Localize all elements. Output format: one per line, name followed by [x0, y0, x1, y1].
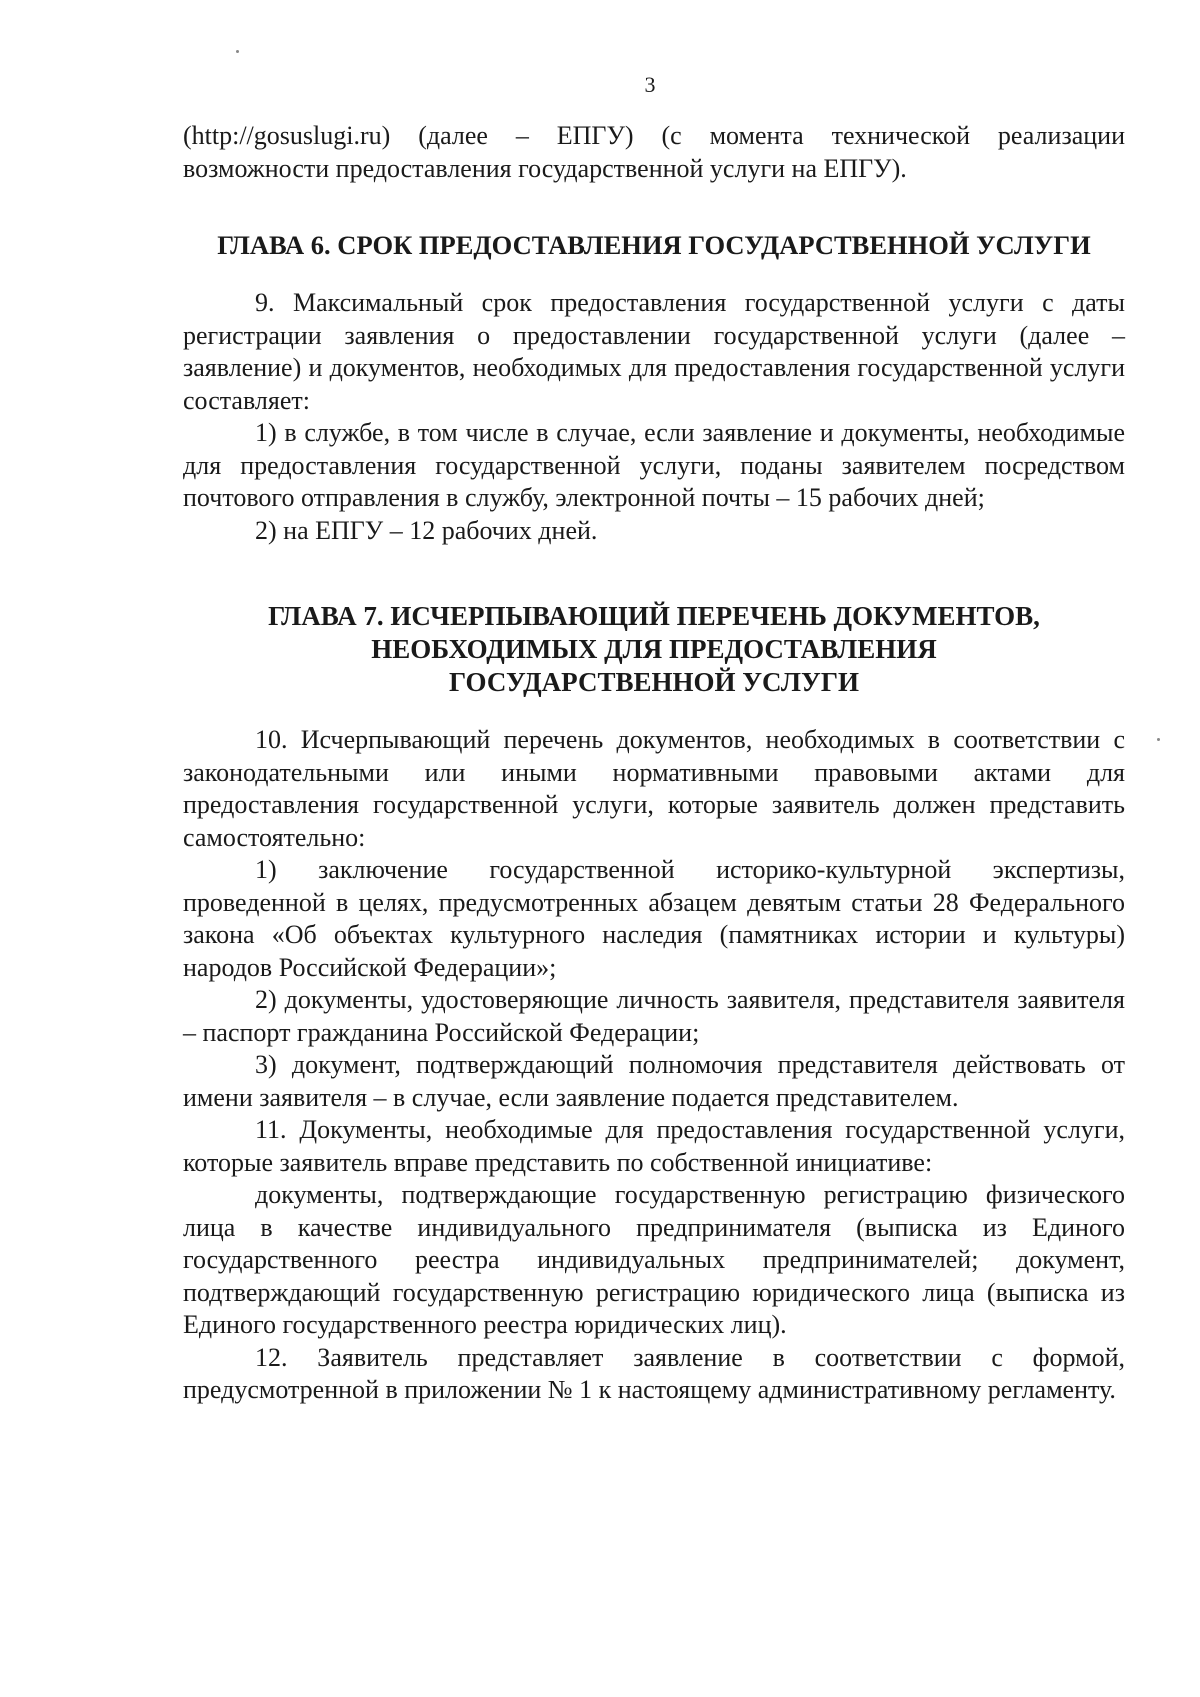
page-number: 3	[644, 72, 656, 97]
scan-speck	[1157, 738, 1160, 741]
paragraph-10-item-2: 2) документы, удостоверяющие личность заявителя, представителя заявителя – паспорт гражданина Российской Федерации;	[183, 985, 1125, 1047]
chapter-7-title-line: ГЛАВА 7. ИСЧЕРПЫВАЮЩИЙ ПЕРЕЧЕНЬ ДОКУМЕНТОВ,	[268, 601, 1040, 631]
paragraph-12: 12. Заявитель представляет заявление в соответствии с формой, предусмотренной в приложении № 1 к настоящему административному регламенту.	[183, 1342, 1125, 1404]
paragraph-10-item-1: 1) заключение государственной историко-культурной экспертизы, проведенной в целях, предусмотренных абзацем девятым статьи 28 Федерального закона «Об объектах культурного наследия (памятниках истории и культуры) народов Российской Федерации»;	[183, 855, 1125, 982]
paragraph-10: 10. Исчерпывающий перечень документов, необходимых в соответствии с законодательными или иными нормативными правовыми актами для предоставления государственной услуги, которые заявитель должен представить самостоятельно:	[183, 725, 1125, 852]
paragraph-9-item-1: 1) в службе, в том числе в случае, если заявление и документы, необходимые для предоставления государственной услуги, поданы заявителем посредством почтового отправления в службу, электронной почты – 15 рабочих дней;	[183, 418, 1125, 512]
paragraph-10-item-3: 3) документ, подтверждающий полномочия представителя действовать от имени заявителя – в случае, если заявление подается представителем.	[183, 1050, 1125, 1112]
scan-speck	[236, 50, 239, 53]
intro-paragraph: (http://gosuslugi.ru) (далее – ЕПГУ) (с момента технической реализации возможности предоставления государственной услуги на ЕПГУ).	[183, 121, 1125, 183]
chapter-7-title	[183, 600, 1125, 699]
paragraph-9-item-2: 2) на ЕПГУ – 12 рабочих дней.	[255, 515, 598, 545]
chapter-6-title: ГЛАВА 6. СРОК ПРЕДОСТАВЛЕНИЯ ГОСУДАРСТВЕННОЙ УСЛУГИ	[217, 230, 1091, 260]
paragraph-11: 11. Документы, необходимые для предоставления государственной услуги, которые заявитель вправе представить по собственной инициативе:	[183, 1115, 1125, 1177]
chapter-7-title-line: ГОСУДАРСТВЕННОЙ УСЛУГИ	[449, 667, 859, 697]
paragraph-9: 9. Максимальный срок предоставления государственной услуги с даты регистрации заявления о предоставлении государственной услуги (далее – заявление) и документов, необходимых для предоставления государственной услуги составляет:	[183, 288, 1125, 415]
paragraph-11-documents: документы, подтверждающие государственную регистрацию физического лица в качестве индивидуального предпринимателя (выписка из Единого государственного реестра индивидуальных предпринимателей; документ, подтверждающий государственную регистрацию юридического лица (выписка из Единого государственного реестра юридических лиц).	[183, 1180, 1125, 1339]
chapter-7-title-line: НЕОБХОДИМЫХ ДЛЯ ПРЕДОСТАВЛЕНИЯ	[371, 634, 937, 664]
document-body	[183, 120, 1125, 1407]
